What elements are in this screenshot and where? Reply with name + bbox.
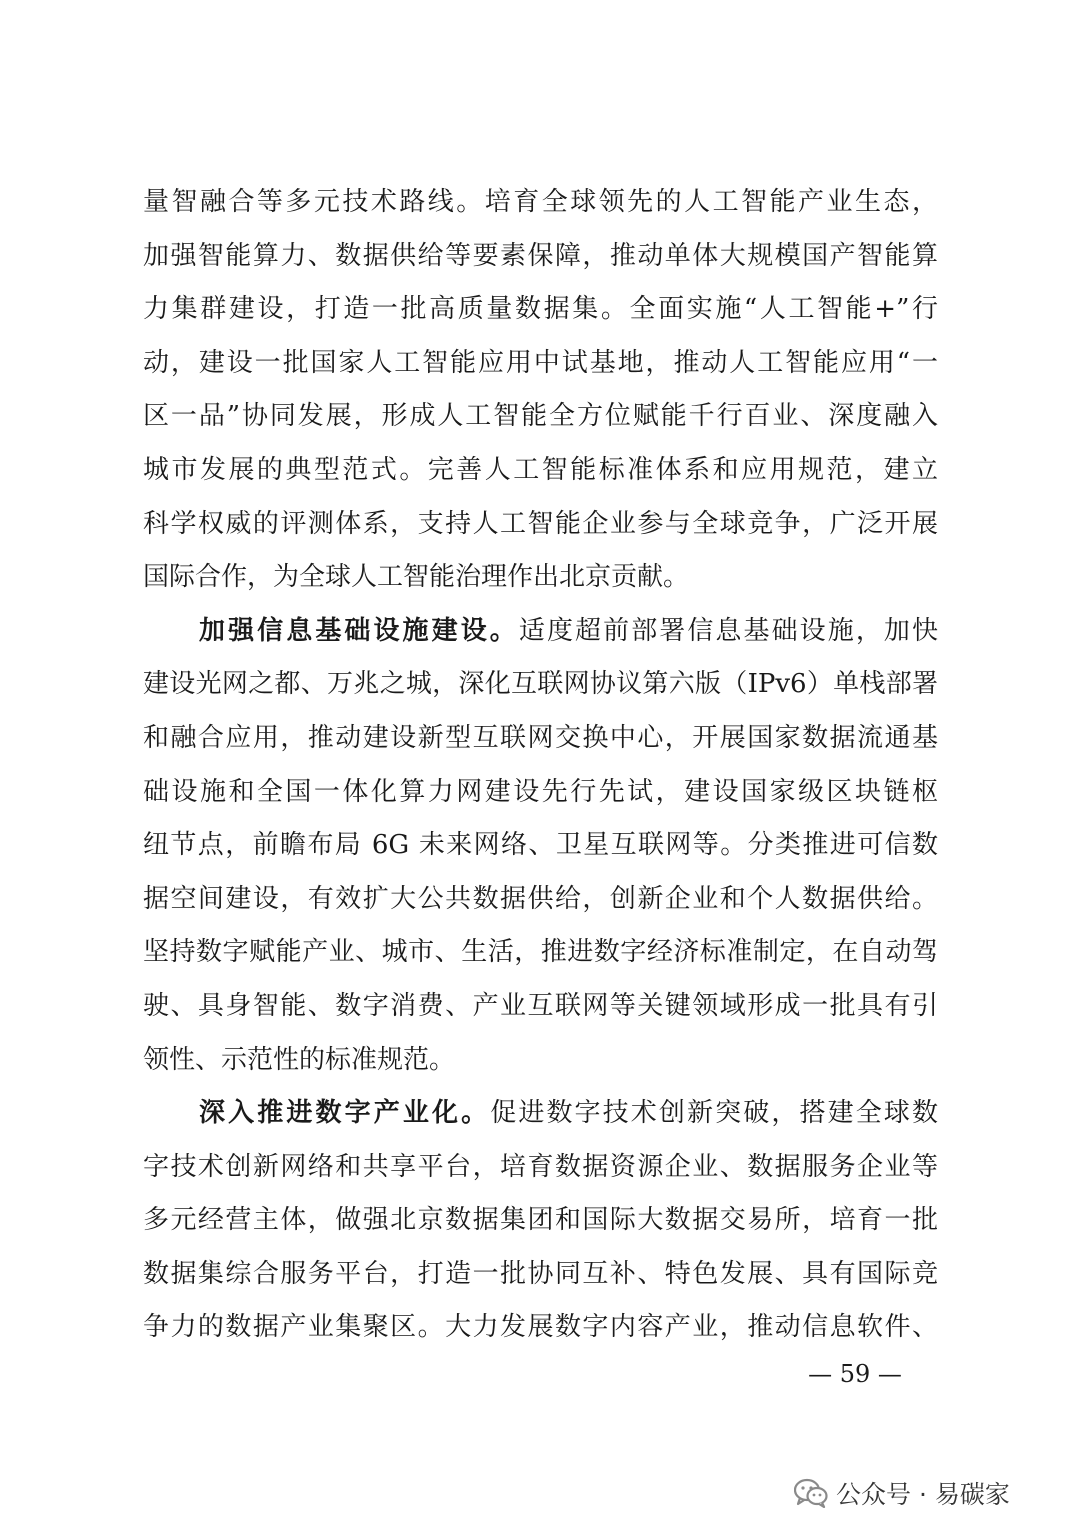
paragraph-heading: 加强信息基础设施建设。 bbox=[199, 615, 519, 646]
text-line: 领性、示范性的标准规范。 bbox=[143, 1044, 456, 1075]
text-line: 建设光网之都、万兆之城，深化互联网协议第六版（IPv6）单栈部署 bbox=[143, 669, 938, 700]
paragraph-text: 促进数字技术创新突破，搭建全球数 bbox=[490, 1098, 938, 1129]
body-text bbox=[143, 176, 938, 1355]
text-line: 纽节点，前瞻布局 6G 未来网络、卫星互联网等。分类推进可信数 bbox=[143, 830, 938, 861]
watermark-text: 公众号 · 易碳家 bbox=[836, 1480, 1010, 1509]
text-line: 础设施和全国一体化算力网建设先行先试，建设国家级区块链枢 bbox=[143, 776, 938, 807]
paragraph-first-line bbox=[143, 1087, 938, 1141]
text-line: 量智融合等多元技术路线。培育全球领先的人工智能产业生态， bbox=[143, 187, 938, 217]
page-number: — 59 — bbox=[808, 1360, 902, 1388]
text-line: 多元经营主体，做强北京数据集团和国际大数据交易所，培育一批 bbox=[143, 1205, 938, 1236]
paragraph-text: 适度超前部署信息基础设施，加快 bbox=[518, 615, 938, 646]
text-line: 数据集综合服务平台，打造一批协同互补、特色发展、具有国际竞 bbox=[143, 1258, 938, 1289]
text-line: 动，建设一批国家人工智能应用中试基地，推动人工智能应用“一 bbox=[143, 347, 938, 378]
text-line: 力集群建设，打造一批高质量数据集。全面实施“人工智能+”行 bbox=[143, 294, 938, 325]
paragraph-first-line bbox=[143, 605, 938, 659]
text-line: 驶、具身智能、数字消费、产业互联网等关键领域形成一批具有引 bbox=[143, 990, 938, 1021]
wechat-icon bbox=[794, 1478, 828, 1508]
text-line: 国际合作，为全球人工智能治理作出北京贡献。 bbox=[143, 562, 690, 593]
text-line: 和融合应用，推动建设新型互联网交换中心，开展国家数据流通基 bbox=[143, 722, 938, 753]
text-line: 科学权威的评测体系，支持人工智能企业参与全球竞争，广泛开展 bbox=[143, 508, 938, 539]
text-line: 字技术创新网络和共享平台，培育数据资源企业、数据服务企业等 bbox=[143, 1151, 938, 1182]
paragraph-heading: 深入推进数字产业化。 bbox=[199, 1098, 491, 1129]
text-line: 城市发展的典型范式。完善人工智能标准体系和应用规范，建立 bbox=[143, 454, 938, 485]
text-line: 据空间建设，有效扩大公共数据供给，创新企业和个人数据供给。 bbox=[143, 883, 938, 914]
watermark bbox=[794, 1473, 1010, 1513]
text-line: 区一品”协同发展，形成人工智能全方位赋能千行百业、深度融入 bbox=[143, 401, 938, 432]
text-line: 争力的数据产业集聚区。大力发展数字内容产业，推动信息软件、 bbox=[143, 1312, 938, 1343]
text-line: 坚持数字赋能产业、城市、生活，推进数字经济标准制定，在自动驾 bbox=[143, 937, 938, 968]
text-line: 加强智能算力、数据供给等要素保障，推动单体大规模国产智能算 bbox=[143, 240, 938, 271]
